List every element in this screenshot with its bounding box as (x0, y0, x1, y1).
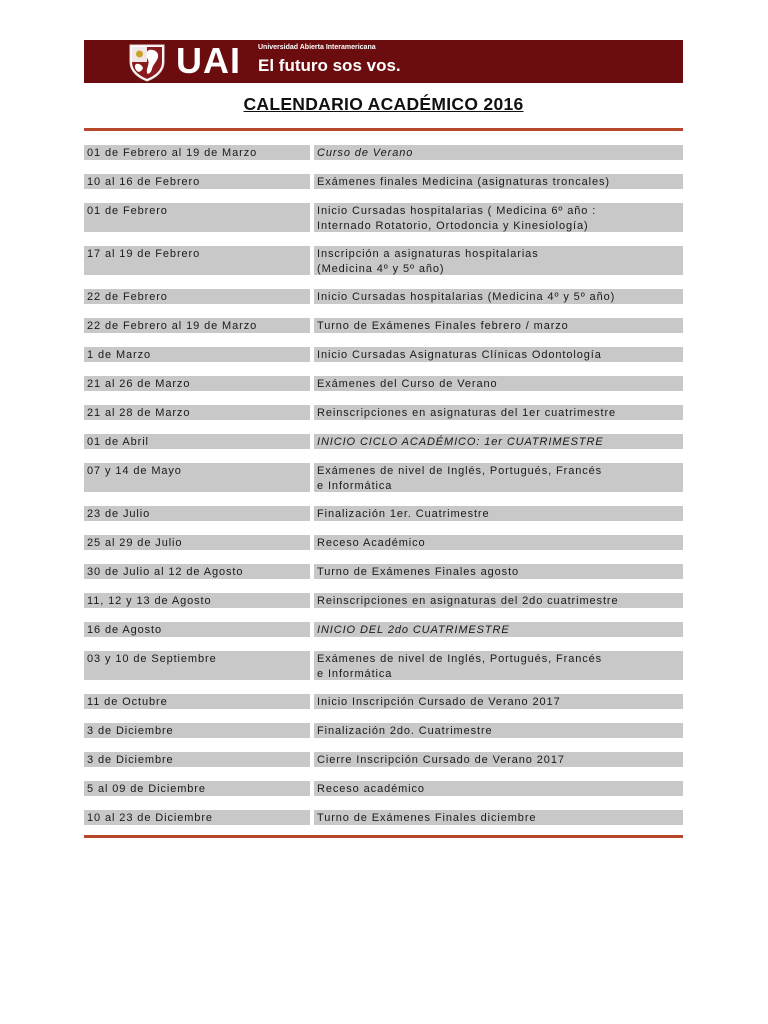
calendar-event: Turno de Exámenes Finales agosto (314, 564, 683, 579)
calendar-event: Exámenes de nivel de Inglés, Portugués, Francés e Informática (314, 651, 683, 680)
top-divider (84, 128, 683, 131)
calendar-event: Cierre Inscripción Cursado de Verano 2017 (314, 752, 683, 767)
calendar-row (84, 347, 683, 362)
calendar-row (84, 752, 683, 767)
calendar-date: 22 de Febrero al 19 de Marzo (84, 318, 310, 333)
calendar-event: Inicio Inscripción Cursado de Verano 2017 (314, 694, 683, 709)
calendar-date: 11, 12 y 13 de Agosto (84, 593, 310, 608)
calendar-row (84, 318, 683, 333)
calendar-row (84, 145, 683, 160)
calendar-row (84, 781, 683, 796)
university-tagline: El futuro sos vos. (258, 56, 401, 75)
calendar-date: 17 al 19 de Febrero (84, 246, 310, 275)
calendar-event: Inicio Cursadas hospitalarias ( Medicina 6º año : Internado Rotatorio, Ortodoncia y Kinesiología) (314, 203, 683, 232)
calendar-row (84, 405, 683, 420)
calendar-date: 10 al 16 de Febrero (84, 174, 310, 189)
calendar-event: Exámenes del Curso de Verano (314, 376, 683, 391)
calendar-row (84, 810, 683, 825)
calendar-event: Inscripción a asignaturas hospitalarias (Medicina 4º y 5º año) (314, 246, 683, 275)
page-title: CALENDARIO ACADÉMICO 2016 (243, 94, 524, 114)
calendar-date: 25 al 29 de Julio (84, 535, 310, 550)
calendar-row (84, 723, 683, 738)
university-logo-text: UAI (176, 40, 241, 81)
calendar-row (84, 246, 683, 275)
calendar-date: 1 de Marzo (84, 347, 310, 362)
calendar-row (84, 203, 683, 232)
calendar-date: 07 y 14 de Mayo (84, 463, 310, 492)
calendar-date: 3 de Diciembre (84, 752, 310, 767)
calendar-event: INICIO CICLO ACADÉMICO: 1er CUATRIMESTRE (314, 434, 683, 449)
calendar-date: 03 y 10 de Septiembre (84, 651, 310, 680)
calendar-event: Finalización 1er. Cuatrimestre (314, 506, 683, 521)
calendar-date: 30 de Julio al 12 de Agosto (84, 564, 310, 579)
calendar-row (84, 434, 683, 449)
calendar-row (84, 651, 683, 680)
calendar-event: Receso académico (314, 781, 683, 796)
calendar-date: 21 al 26 de Marzo (84, 376, 310, 391)
calendar-event: Reinscripciones en asignaturas del 1er cuatrimestre (314, 405, 683, 420)
calendar-event: Exámenes de nivel de Inglés, Portugués, Francés e Informática (314, 463, 683, 492)
calendar-row (84, 174, 683, 189)
calendar-event: INICIO DEL 2do CUATRIMESTRE (314, 622, 683, 637)
calendar-row (84, 535, 683, 550)
calendar-date: 3 de Diciembre (84, 723, 310, 738)
calendar-date: 10 al 23 de Diciembre (84, 810, 310, 825)
bottom-divider (84, 835, 683, 838)
calendar-date: 01 de Febrero (84, 203, 310, 232)
calendar-row (84, 694, 683, 709)
calendar-row (84, 463, 683, 492)
calendar-event: Inicio Cursadas Asignaturas Clínicas Odontología (314, 347, 683, 362)
calendar-row (84, 564, 683, 579)
calendar-event: Turno de Exámenes Finales febrero / marzo (314, 318, 683, 333)
calendar-date: 01 de Febrero al 19 de Marzo (84, 145, 310, 160)
university-name: Universidad Abierta Interamericana (258, 44, 376, 51)
calendar-event: Receso Académico (314, 535, 683, 550)
calendar-date: 22 de Febrero (84, 289, 310, 304)
calendar-row (84, 622, 683, 637)
calendar-date: 01 de Abril (84, 434, 310, 449)
calendar-event: Finalización 2do. Cuatrimestre (314, 723, 683, 738)
calendar-date: 16 de Agosto (84, 622, 310, 637)
calendar-row (84, 289, 683, 304)
calendar-date: 11 de Octubre (84, 694, 310, 709)
university-shield-icon (127, 42, 167, 82)
calendar-event: Turno de Exámenes Finales diciembre (314, 810, 683, 825)
calendar-event: Reinscripciones en asignaturas del 2do cuatrimestre (314, 593, 683, 608)
calendar-event: Curso de Verano (314, 145, 683, 160)
calendar-row (84, 376, 683, 391)
calendar-date: 23 de Julio (84, 506, 310, 521)
calendar-row (84, 593, 683, 608)
calendar-event: Inicio Cursadas hospitalarias (Medicina 4º y 5º año) (314, 289, 683, 304)
calendar-event: Exámenes finales Medicina (asignaturas troncales) (314, 174, 683, 189)
calendar-date: 21 al 28 de Marzo (84, 405, 310, 420)
calendar-row (84, 506, 683, 521)
calendar-date: 5 al 09 de Diciembre (84, 781, 310, 796)
header-banner (84, 40, 683, 83)
